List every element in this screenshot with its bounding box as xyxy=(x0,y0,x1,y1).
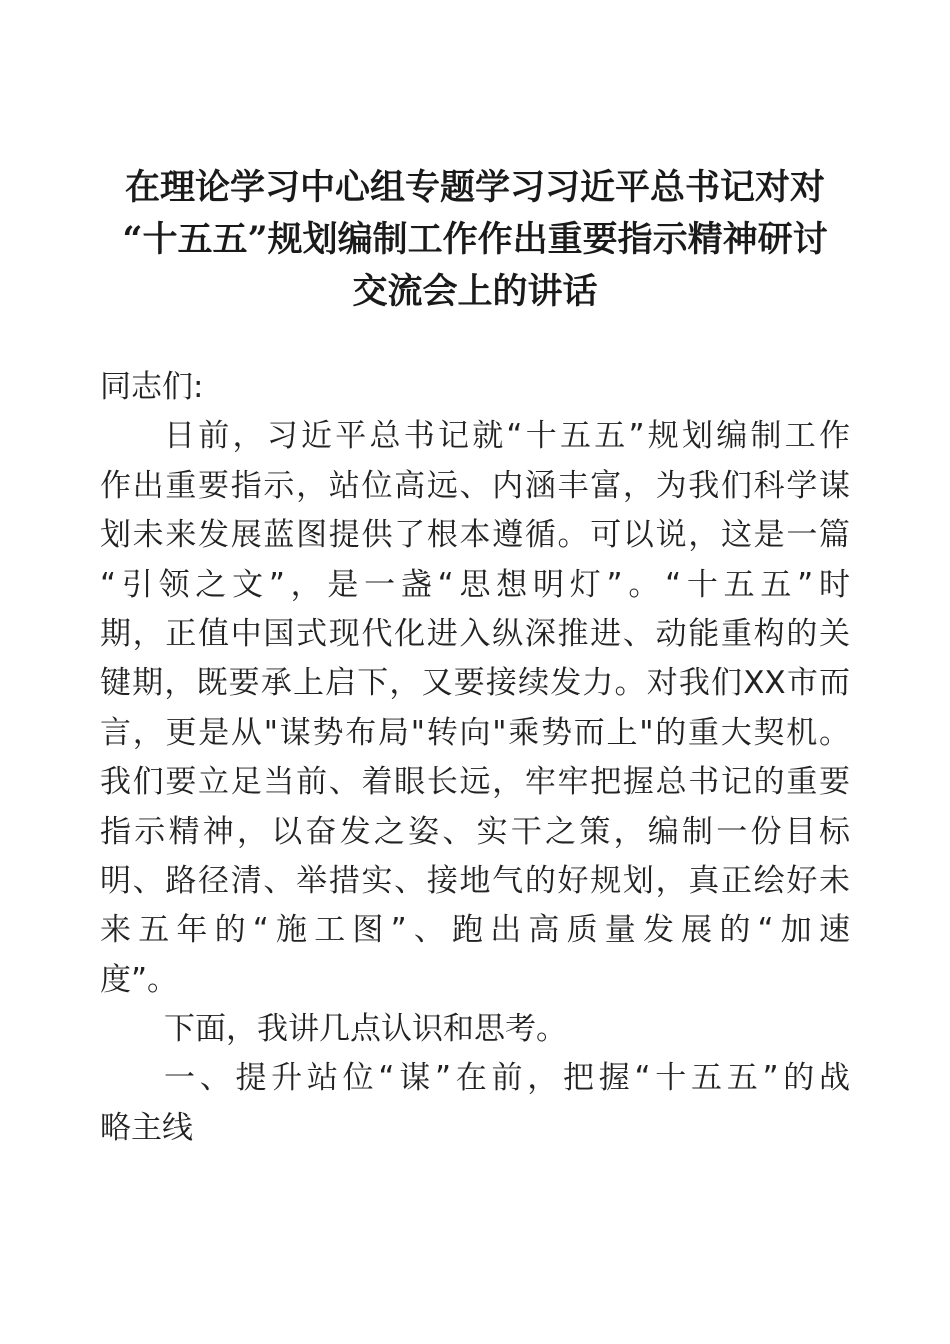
document-body xyxy=(100,363,850,1153)
document-title xyxy=(100,162,850,318)
paragraph-2: 下面，我讲几点认识和思考。 xyxy=(164,1011,567,1048)
paragraph-1-line-5: 期，正值中国式现代化进入纵深推进、动能重构的关 xyxy=(100,615,850,652)
paragraph-1-line-2: 作出重要指示，站位高远、内涵丰富，为我们科学谋 xyxy=(100,467,850,504)
paragraph-1-line-12: 度”。 xyxy=(100,961,179,998)
heading-1-line-2: 略主线 xyxy=(100,1109,193,1146)
paragraph-1-line-7: 言，更是从"谋势布局"转向"乘势而上"的重大契机。 xyxy=(100,714,850,751)
paragraph-1-line-6: 键期，既要承上启下，又要接续发力。对我们XX市而 xyxy=(100,665,850,702)
paragraph-1-line-8: 我们要立足当前、着眼长远，牢牢把握总书记的重要 xyxy=(100,764,850,801)
title-line-3: 交流会上的讲话 xyxy=(352,271,598,312)
paragraph-1-line-1: 日前，习近平总书记就“十五五”规划编制工作 xyxy=(164,418,850,455)
paragraph-1-line-9: 指示精神，以奋发之姿、实干之策，编制一份目标 xyxy=(100,813,850,850)
salutation: 同志们: xyxy=(100,369,204,405)
title-line-1: 在理论学习中心组专题学习习近平总书记对对 xyxy=(124,167,825,208)
paragraph-1-line-3: 划未来发展蓝图提供了根本遵循。可以说，这是一篇 xyxy=(100,517,850,554)
paragraph-1-line-10: 明、路径清、举措实、接地气的好规划，真正绘好未 xyxy=(100,862,850,899)
paragraph-1-line-11: 来五年的“施工图”、跑出高质量发展的“加速 xyxy=(100,912,850,949)
paragraph-1-line-4: “引领之文”，是一盏“思想明灯”。“十五五”时 xyxy=(100,566,850,603)
heading-1-line-1: 一、提升站位“谋”在前，把握“十五五”的战 xyxy=(164,1060,850,1097)
title-line-2: “十五五”规划编制工作作出重要指示精神研讨 xyxy=(122,219,828,260)
